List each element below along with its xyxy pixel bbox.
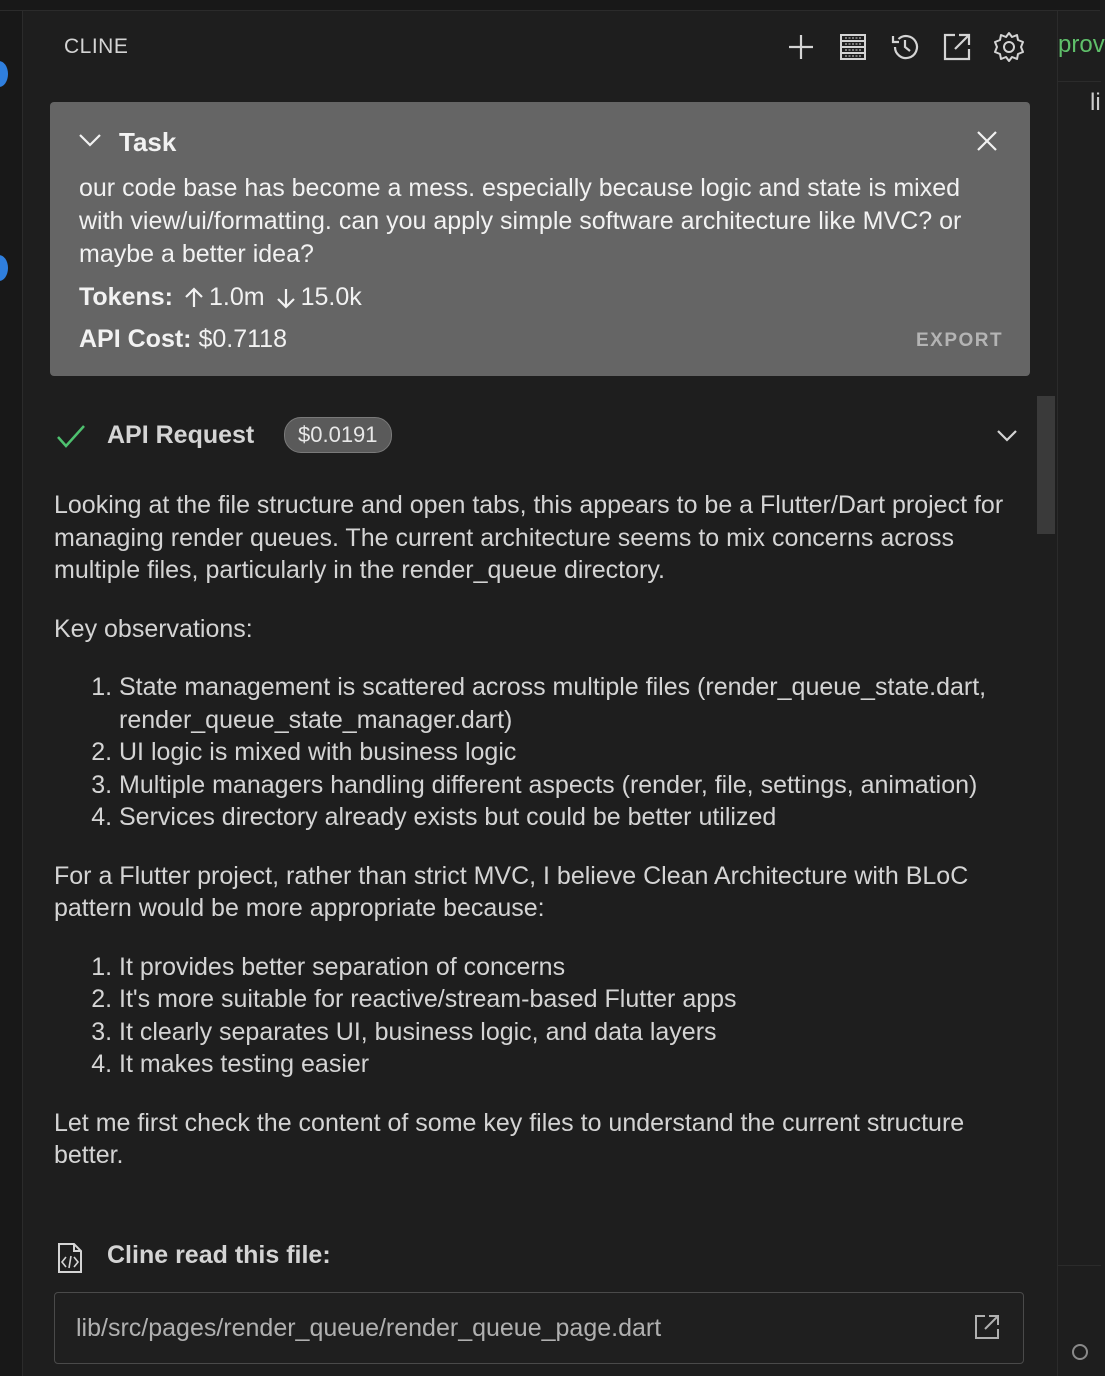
list-item: 2. It's more suitable for reactive/stream-based Flutter apps [119,983,1004,1016]
panel-divider [1058,1265,1101,1266]
list-item: 4. Services directory already exists but could be better utilized [119,801,1004,834]
api-cost-label: API Cost: [79,325,192,353]
gear-icon [992,30,1026,64]
notification-dot[interactable] [0,255,8,281]
external-link-icon[interactable] [973,1313,1001,1341]
reasons-list [54,951,1004,1081]
plus-icon [786,32,816,62]
api-request-row[interactable] [56,415,1016,459]
api-cost [79,325,287,354]
tokens-label: Tokens: [79,283,173,311]
editor-tab-peek[interactable]: prov [1058,31,1105,58]
list-item: 3. Multiple managers handling different aspects (render, file, settings, animation) [119,769,1004,802]
panel-title: CLINE [64,35,129,58]
api-request-label: API Request [107,421,255,449]
message-closing: Let me first check the content of some key files to understand the current structure better. [54,1108,965,1169]
close-icon [976,130,998,152]
task-description: our code base has become a mess. especially because logic and state is mixed with view/ui/formatting. can you apply simple software architecture like MVC? or maybe a better idea? [79,174,962,268]
message-recommendation: For a Flutter project, rather than strict MVC, I believe Clean Architecture with BLoC pattern would be more appropriate because: [54,861,969,922]
tab-divider [1058,81,1101,82]
tokens-in: 1.0m [209,283,265,311]
editor-edge [1057,11,1105,1376]
api-request-cost-badge: $0.0191 [284,417,392,453]
list-item: 2. UI logic is mixed with business logic [119,736,1004,769]
list-item: 4. It makes testing easier [119,1048,1004,1081]
task-label: Task [119,127,177,157]
mcp-servers-button[interactable] [837,31,869,63]
message-intro: Looking at the file structure and open tabs, this appears to be a Flutter/Dart project for managing render queues. The current architecture seems to mix concerns across multiple files, particularly in the render_queue directory. [54,491,1004,584]
tokens-out: 15.0k [300,283,362,311]
popout-icon [941,31,973,63]
arrow-down-icon [275,286,297,310]
new-task-button[interactable] [785,31,817,63]
history-icon [889,31,921,63]
history-button[interactable] [889,31,921,63]
observations-heading: Key observations: [54,614,253,643]
list-item: 1. State management is scattered across multiple files (render_queue_state.dart, render_queue_state_manager.dart) [119,671,1004,736]
panel-header [23,11,1056,81]
chevron-down-icon[interactable] [996,429,1018,443]
export-button[interactable]: EXPORT [916,330,1004,351]
list-item: 3. It clearly separates UI, business logic, and data layers [119,1016,1004,1049]
token-usage [79,283,362,312]
notification-dot[interactable] [0,61,8,87]
file-code-icon [56,1242,84,1274]
file-read-header [56,1241,756,1281]
check-icon [56,423,86,449]
arrow-up-icon [183,286,205,310]
window-top-border [0,0,1100,11]
task-card [50,102,1030,376]
api-cost-value: $0.7118 [198,325,287,353]
chevron-down-icon [78,132,102,148]
activity-bar [0,11,23,1376]
assistant-message [54,489,1004,1198]
list-item: 1. It provides better separation of concerns [119,951,1004,984]
observations-list [54,671,1004,834]
collapse-task-button[interactable] [78,132,102,153]
open-in-editor-button[interactable] [941,31,973,63]
file-path-box[interactable] [54,1292,1024,1364]
editor-text-peek: li [1090,89,1101,116]
settings-button[interactable] [993,31,1025,63]
scrollbar-thumb[interactable] [1037,396,1055,534]
file-path: lib/src/pages/render_queue/render_queue_page.dart [76,1314,662,1342]
close-task-button[interactable] [976,130,998,157]
cline-panel [23,11,1056,1376]
file-read-label: Cline read this file: [107,1241,331,1269]
server-icon [839,32,867,62]
status-circle-icon [1072,1344,1088,1360]
